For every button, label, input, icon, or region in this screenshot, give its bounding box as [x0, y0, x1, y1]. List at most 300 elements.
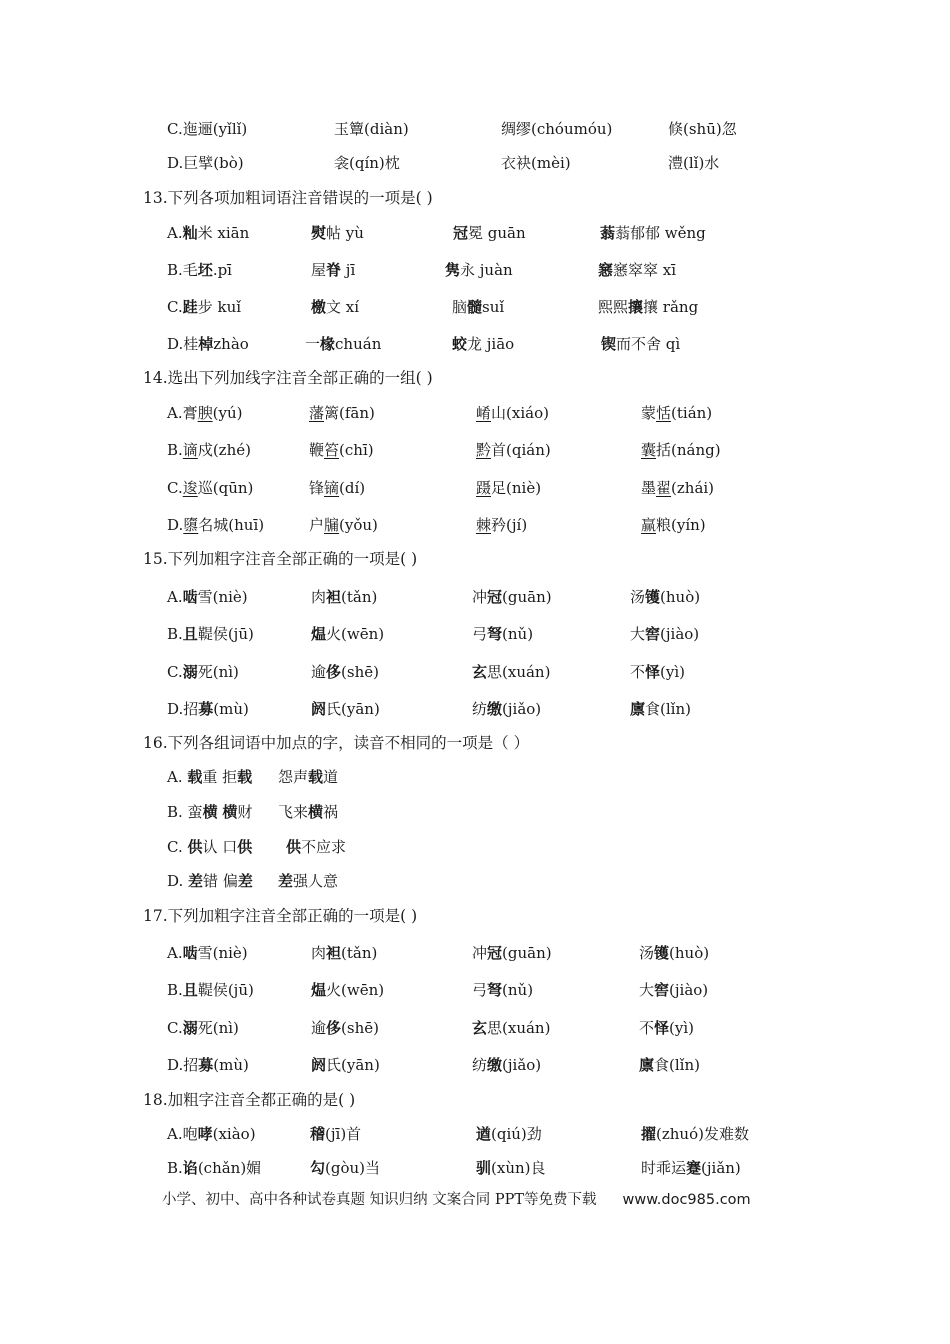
bold-character: 且: [182, 625, 198, 643]
bold-character: 玄: [472, 1019, 488, 1037]
text-run: 蒙: [641, 404, 657, 422]
question-stem: 16.下列各组词语中加点的字，读音不相同的一项是（ ）: [143, 734, 530, 752]
bold-character: 载: [237, 768, 253, 786]
underlined-character: 囊: [641, 441, 657, 459]
text-run: D.桂: [167, 335, 199, 353]
question-stem: 14.选出下列加线字注音全部正确的一组( ): [143, 369, 433, 387]
text-run: 帖 yù: [326, 224, 364, 242]
text-run: 冲: [472, 944, 488, 962]
option-item: [641, 1156, 741, 1180]
text-run: 时乖运: [641, 1159, 687, 1177]
bold-character: 且: [182, 981, 198, 999]
option-item: [501, 151, 571, 175]
text-run: 财: [237, 803, 253, 821]
text-run: 一: [305, 335, 321, 353]
text-run: (tǎn): [341, 588, 378, 606]
bold-character: 冠: [487, 588, 503, 606]
bold-character: 弩: [487, 981, 503, 999]
text-run: 大: [630, 625, 646, 643]
bold-character: 廪: [630, 700, 646, 718]
text-run: (xiào): [212, 1125, 256, 1143]
option-item: [472, 585, 552, 609]
option-item: [309, 401, 375, 425]
text-run: 大: [639, 981, 655, 999]
text-run: 而不舍 qì: [616, 335, 681, 353]
option-item: [472, 660, 550, 684]
text-run: (shē): [341, 1019, 379, 1037]
underlined-character: 藩: [309, 404, 325, 422]
text-run: B.: [167, 441, 183, 459]
text-run: 死(nì): [197, 663, 239, 681]
bold-character: 哮: [197, 1125, 213, 1143]
bold-character: 谄: [182, 1159, 198, 1177]
option-item: [311, 941, 377, 965]
text-run: 粮(yín): [656, 516, 706, 534]
text-run: B.毛: [167, 261, 198, 279]
text-run: 屋: [311, 261, 327, 279]
text-run: (chī): [339, 441, 374, 459]
text-run: (tǎn): [341, 944, 378, 962]
option-item: [167, 869, 253, 893]
option-item: [472, 978, 533, 1002]
option-item: [311, 585, 377, 609]
text-run: 逾: [311, 663, 327, 681]
underlined-character: 笞: [324, 441, 340, 459]
text-run: 澧(lǐ)水: [668, 154, 720, 172]
question-stem: 13.下列各项加粗词语注音错误的一项是( ): [143, 189, 433, 207]
option-item: [167, 835, 252, 859]
bold-character: 袒: [326, 588, 342, 606]
text-run: zhào: [213, 335, 249, 353]
option-item: [630, 622, 699, 646]
option-item: [472, 697, 541, 721]
bold-character: 侈: [326, 663, 342, 681]
option-item: [311, 1053, 380, 1077]
page-footer: [162, 1188, 751, 1212]
option-item: [630, 697, 691, 721]
text-run: C.: [167, 838, 188, 856]
text-run: 篱(fān): [324, 404, 375, 422]
bold-character: 募: [198, 700, 214, 718]
option-item: [311, 295, 359, 319]
text-run: (yì): [660, 663, 686, 681]
option-item: [598, 258, 676, 282]
text-run: 名城(huī): [198, 516, 265, 534]
option-item: [167, 513, 264, 537]
text-run: 冕 guān: [468, 224, 526, 242]
bold-character: 窖: [645, 625, 661, 643]
option-item: [476, 1122, 542, 1146]
underlined-character: 镝: [324, 479, 340, 497]
underlined-character: 腴: [197, 404, 213, 422]
bold-character: 镬: [645, 588, 661, 606]
option-item: [476, 438, 551, 462]
text-run: 肉: [311, 588, 327, 606]
text-run: D.: [167, 872, 189, 890]
bold-character: 勾: [310, 1159, 326, 1177]
bold-character: 怿: [645, 663, 661, 681]
text-run: 火(wēn): [326, 625, 385, 643]
option-item: [309, 513, 378, 537]
option-item: [305, 332, 381, 356]
text-run: (tián): [671, 404, 713, 422]
option-item: [167, 295, 241, 319]
text-run: 氏(yān): [326, 700, 380, 718]
option-item: [452, 332, 514, 356]
option-item: [641, 1122, 749, 1146]
option-item: [630, 660, 685, 684]
text-run: 弓: [472, 981, 488, 999]
question-stem: 15.下列加粗字注音全部正确的一项是( ): [143, 550, 418, 568]
option-item: [311, 1016, 379, 1040]
text-run: A.膏: [167, 404, 198, 422]
option-item: [334, 151, 400, 175]
underlined-character: 逡: [182, 479, 198, 497]
bold-character: 髓: [467, 298, 483, 316]
option-item: [630, 585, 700, 609]
option-item: [641, 476, 714, 500]
option-item: [311, 622, 384, 646]
bold-character: 阏: [311, 1056, 327, 1074]
text-run: 倏(shū)忽: [668, 120, 737, 138]
bold-character: 窸: [598, 261, 614, 279]
bold-character: 驯: [476, 1159, 492, 1177]
text-run: 龙 jiāo: [467, 335, 515, 353]
underlined-character: 棘: [476, 516, 492, 534]
bold-character: 廪: [639, 1056, 655, 1074]
option-item: [311, 660, 379, 684]
bold-character: 载: [308, 768, 324, 786]
text-run: 鞮侯(jū): [197, 625, 254, 643]
underlined-character: 崤: [476, 404, 492, 422]
bold-character: 隽: [445, 261, 461, 279]
text-run: 强人意: [293, 872, 339, 890]
text-run: 窸窣窣 xī: [613, 261, 677, 279]
text-run: 思(xuán): [487, 1019, 551, 1037]
option-item: [167, 1156, 261, 1180]
option-item: [167, 1122, 256, 1146]
text-run: 弓: [472, 625, 488, 643]
text-run: jī: [341, 261, 356, 279]
bold-character: 脊: [326, 261, 342, 279]
option-item: [167, 1053, 249, 1077]
option-item: [167, 476, 253, 500]
option-item: [278, 800, 338, 824]
bold-character: 煴: [311, 981, 327, 999]
text-run: 氏(yān): [326, 1056, 380, 1074]
option-item: [167, 151, 244, 175]
option-item: [639, 941, 709, 965]
option-item: [476, 476, 541, 500]
option-item: [472, 622, 533, 646]
bold-character: 檄: [311, 298, 327, 316]
text-run: 汤: [639, 944, 655, 962]
text-run: 不应求: [301, 838, 347, 856]
option-item: [167, 401, 242, 425]
text-run: 熙熙: [598, 298, 629, 316]
option-item: [311, 221, 364, 245]
text-run: (zhái): [671, 479, 715, 497]
bold-character: 供: [187, 838, 203, 856]
text-run: 道: [323, 768, 339, 786]
bold-character: 跬: [182, 298, 198, 316]
underlined-character: 牖: [324, 516, 340, 534]
text-run: C.: [167, 298, 183, 316]
option-item: [167, 221, 249, 245]
underlined-character: 蹑: [476, 479, 492, 497]
bold-character: 差: [237, 872, 253, 890]
option-item: [311, 258, 355, 282]
footer-website-link[interactable]: www.doc985.com: [622, 1192, 751, 1208]
text-run: (jiǎo): [502, 700, 542, 718]
text-run: 永 juàn: [460, 261, 513, 279]
text-run: 足(niè): [491, 479, 542, 497]
text-run: (chǎn)媚: [197, 1159, 262, 1177]
option-item: [641, 438, 721, 462]
text-run: 食(lǐn): [654, 1056, 700, 1074]
text-run: 户: [309, 516, 325, 534]
bold-character: 蛟: [452, 335, 468, 353]
bold-character: 横: [222, 803, 238, 821]
bold-character: 擢: [641, 1125, 657, 1143]
text-run: 米 xiān: [197, 224, 250, 242]
bold-character: 缴: [487, 1056, 503, 1074]
text-run: D.: [167, 516, 184, 534]
bold-character: 供: [237, 838, 253, 856]
text-run: (jiǎn): [701, 1159, 741, 1177]
text-run: B. 蛮: [167, 803, 203, 821]
text-run: 墨: [641, 479, 657, 497]
text-run: .pī: [212, 261, 232, 279]
text-run: 汤: [630, 588, 646, 606]
text-run: (yú): [212, 404, 243, 422]
bold-character: 横: [308, 803, 324, 821]
bold-character: 蓊: [600, 224, 616, 242]
text-run: 步 kuǐ: [197, 298, 242, 316]
option-item: [167, 800, 252, 824]
text-run: 不: [639, 1019, 655, 1037]
option-item: [453, 221, 526, 245]
text-run: 错 偏: [203, 872, 238, 890]
text-run: 山(xiáo): [491, 404, 549, 422]
bold-character: 坯: [197, 261, 213, 279]
text-run: A.: [167, 224, 183, 242]
bold-character: 弩: [487, 625, 503, 643]
text-run: 玉簟(diàn): [334, 120, 409, 138]
option-item: [309, 476, 365, 500]
underlined-character: 隳: [183, 516, 199, 534]
option-item: [641, 401, 712, 425]
text-run: (jiào): [669, 981, 709, 999]
option-item: [286, 835, 346, 859]
bold-character: 溺: [182, 663, 198, 681]
text-run: 冲: [472, 588, 488, 606]
option-item: [167, 660, 239, 684]
bold-character: 啮: [182, 944, 198, 962]
underlined-character: 黔: [476, 441, 492, 459]
option-item: [167, 585, 248, 609]
text-run: C.: [167, 479, 183, 497]
text-run: C.: [167, 663, 183, 681]
text-run: A.: [167, 944, 183, 962]
text-run: B.: [167, 1159, 183, 1177]
text-run: (xùn)良: [491, 1159, 546, 1177]
option-item: [600, 221, 706, 245]
option-item: [639, 1016, 694, 1040]
option-item: [167, 332, 249, 356]
option-item: [641, 513, 706, 537]
question-stem: 18.加粗字注音全都正确的是( ): [143, 1091, 356, 1109]
underlined-character: 赢: [641, 516, 657, 534]
text-run: 雪(niè): [197, 944, 248, 962]
option-item: [311, 697, 380, 721]
bold-character: 籼: [182, 224, 198, 242]
option-item: [476, 513, 527, 537]
bold-character: 冠: [453, 224, 469, 242]
bold-character: 蹇: [686, 1159, 702, 1177]
option-item: [311, 978, 384, 1002]
bold-character: 稽: [310, 1125, 326, 1143]
text-run: D.巨擘(bò): [167, 154, 244, 172]
text-run: 思(xuán): [487, 663, 551, 681]
option-item: [167, 438, 251, 462]
option-item: [639, 978, 708, 1002]
text-run: 锋: [309, 479, 325, 497]
text-run: 祸: [323, 803, 339, 821]
underlined-character: 翟: [656, 479, 672, 497]
question-stem: 17.下列加粗字注音全部正确的一项是( ): [143, 907, 418, 925]
option-item: [501, 117, 612, 141]
footer-text: 小学、初中、高中各种试卷真题 知识归纳 文案合同 PPT等免费下载: [162, 1192, 597, 1208]
text-run: 肉: [311, 944, 327, 962]
option-item: [334, 117, 409, 141]
text-run: 纺: [472, 1056, 488, 1074]
option-item: [472, 1016, 550, 1040]
bold-character: 差: [278, 872, 294, 890]
text-run: 纺: [472, 700, 488, 718]
text-run: (zhuó)发难数: [656, 1125, 749, 1143]
text-run: 重 拒: [202, 768, 238, 786]
option-item: [278, 765, 338, 789]
bold-character: 阏: [311, 700, 327, 718]
option-item: [309, 438, 374, 462]
bold-character: 募: [198, 1056, 214, 1074]
bold-character: 袒: [326, 944, 342, 962]
bold-character: 溺: [182, 1019, 198, 1037]
bold-character: 横: [202, 803, 218, 821]
text-run: 不: [630, 663, 646, 681]
text-run: (shē): [341, 663, 379, 681]
text-run: (jī)首: [325, 1125, 362, 1143]
text-run: C.: [167, 1019, 183, 1037]
underlined-character: 恬: [656, 404, 672, 422]
text-run: 死(nì): [197, 1019, 239, 1037]
bold-character: 攘: [628, 298, 644, 316]
option-item: [167, 258, 232, 282]
text-run: D.招: [167, 700, 199, 718]
text-run: 攘 rǎng: [643, 298, 699, 316]
bold-character: 供: [286, 838, 302, 856]
bold-character: 侈: [326, 1019, 342, 1037]
text-run: (qiú)劲: [491, 1125, 542, 1143]
bold-character: 窖: [654, 981, 670, 999]
option-item: [167, 622, 254, 646]
text-run: (nǔ): [502, 981, 534, 999]
option-item: [598, 295, 698, 319]
text-run: C.迤逦(yǐlǐ): [167, 120, 248, 138]
text-run: chuán: [335, 335, 382, 353]
text-run: 脑: [452, 298, 468, 316]
text-run: 鞭: [309, 441, 325, 459]
option-item: [167, 765, 252, 789]
option-item: [310, 1156, 380, 1180]
text-run: 食(lǐn): [645, 700, 691, 718]
text-run: (guān): [502, 944, 552, 962]
text-run: A.: [167, 588, 183, 606]
text-run: 蓊郁郁 wěng: [615, 224, 706, 242]
text-run: (huò): [669, 944, 710, 962]
option-item: [472, 941, 552, 965]
text-run: (mù): [213, 700, 249, 718]
text-run: (yì): [669, 1019, 695, 1037]
option-item: [167, 117, 247, 141]
text-run: (huò): [660, 588, 701, 606]
option-item: [278, 869, 338, 893]
option-item: [601, 332, 680, 356]
text-run: 矜(jí): [491, 516, 528, 534]
text-run: 鞮侯(jū): [197, 981, 254, 999]
text-run: (guān): [502, 588, 552, 606]
text-run: 飞来: [278, 803, 309, 821]
text-run: (nǔ): [502, 625, 534, 643]
text-run: (jiǎo): [502, 1056, 542, 1074]
bold-character: 棹: [198, 335, 214, 353]
bold-character: 锲: [601, 335, 617, 353]
underlined-character: 谪: [182, 441, 198, 459]
option-item: [310, 1122, 361, 1146]
text-run: B.: [167, 625, 183, 643]
text-run: suǐ: [482, 298, 505, 316]
bold-character: 玄: [472, 663, 488, 681]
text-run: 逾: [311, 1019, 327, 1037]
option-item: [167, 978, 254, 1002]
text-run: 认 口: [202, 838, 238, 856]
text-run: A.: [167, 768, 188, 786]
bold-character: 差: [188, 872, 204, 890]
text-run: A.咆: [167, 1125, 198, 1143]
text-run: (gòu)当: [325, 1159, 381, 1177]
text-run: 衣袂(mèi): [501, 154, 571, 172]
text-run: 火(wēn): [326, 981, 385, 999]
text-run: (mù): [213, 1056, 249, 1074]
text-run: (dí): [339, 479, 366, 497]
text-run: 衾(qín)枕: [334, 154, 400, 172]
option-item: [476, 401, 549, 425]
bold-character: 遒: [476, 1125, 492, 1143]
option-item: [167, 941, 248, 965]
option-item: [668, 151, 719, 175]
text-run: 绸缪(chóumóu): [501, 120, 613, 138]
text-run: 戍(zhé): [197, 441, 251, 459]
bold-character: 椽: [320, 335, 336, 353]
text-run: 括(náng): [656, 441, 721, 459]
bold-character: 熨: [311, 224, 327, 242]
text-run: 雪(niè): [197, 588, 248, 606]
bold-character: 煴: [311, 625, 327, 643]
bold-character: 载: [187, 768, 203, 786]
text-run: 文 xí: [326, 298, 360, 316]
bold-character: 冠: [487, 944, 503, 962]
